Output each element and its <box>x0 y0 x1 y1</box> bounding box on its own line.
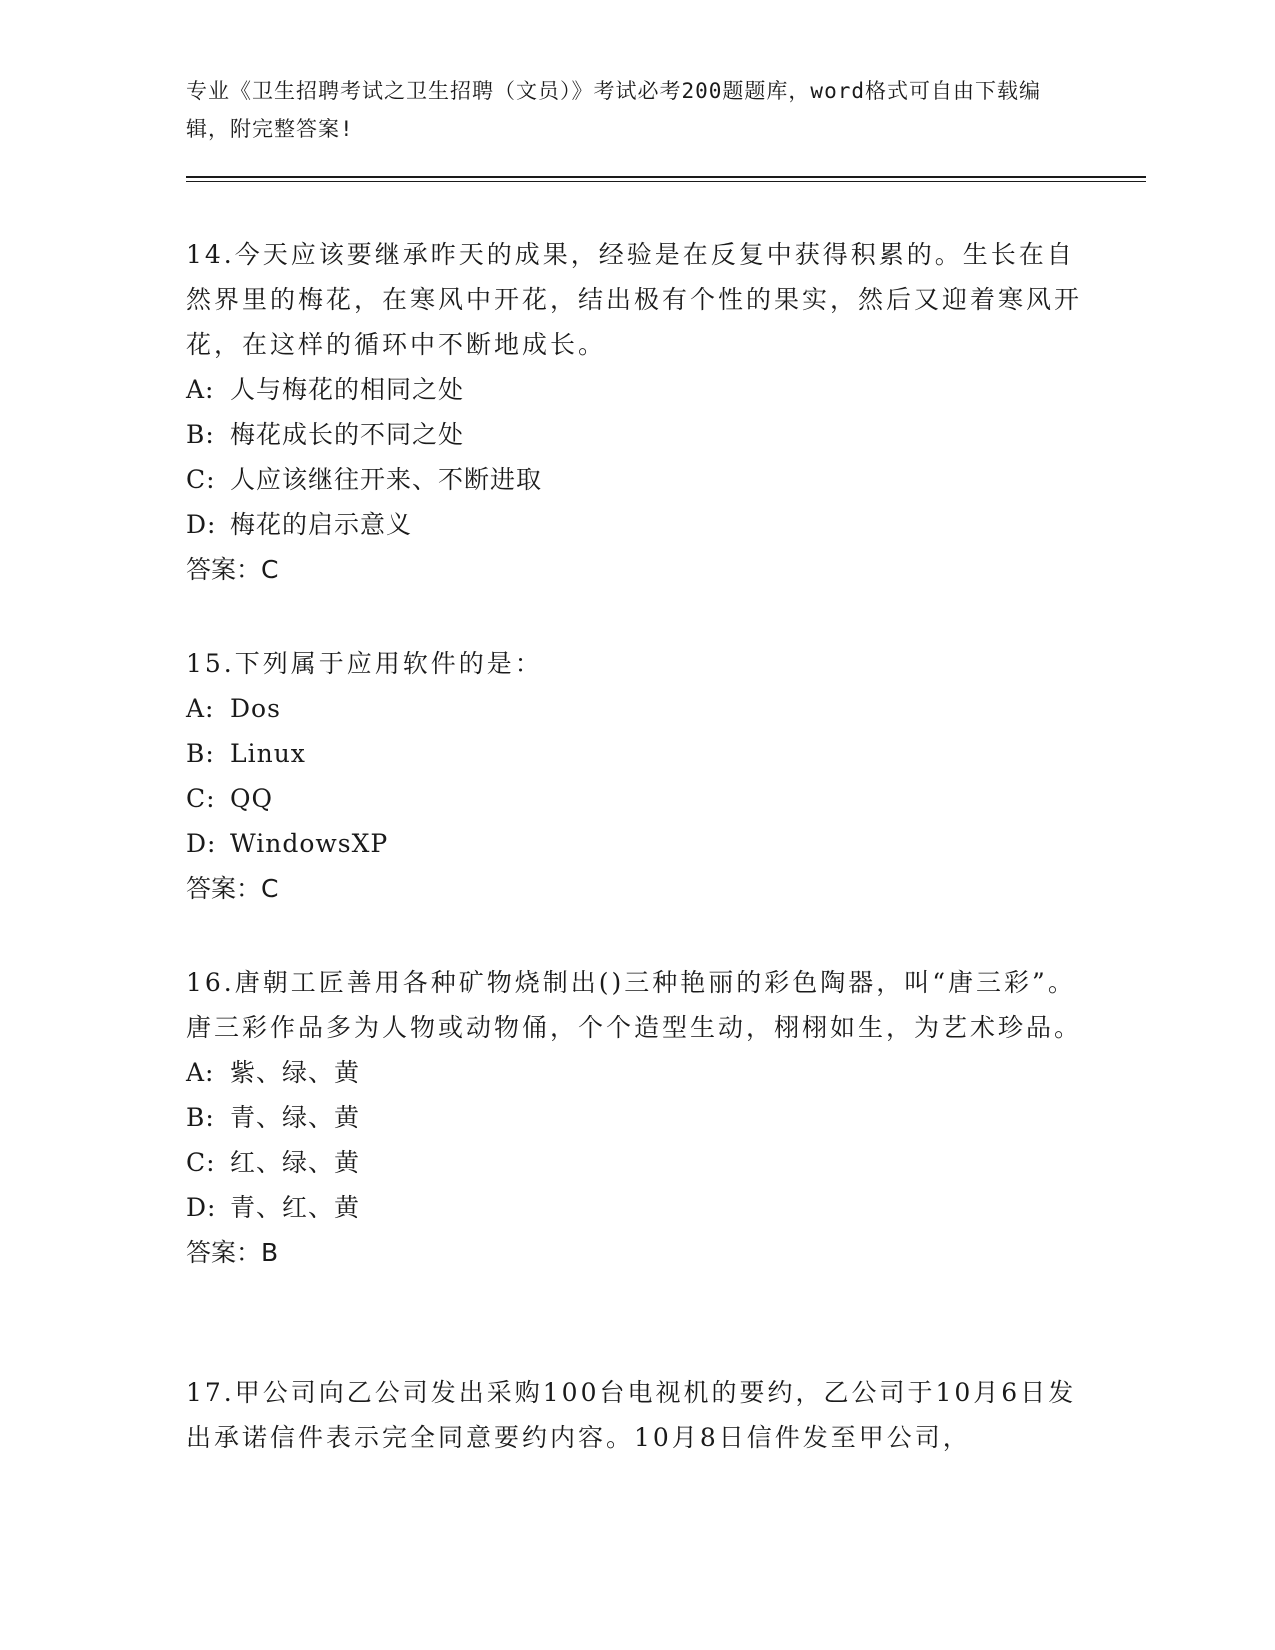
option-c <box>186 457 1086 502</box>
option-b <box>186 731 1086 776</box>
answer-line: 答案：C <box>186 874 279 903</box>
question-stem: 15.下列属于应用软件的是： <box>186 649 543 678</box>
option-d <box>186 821 1086 866</box>
option-letter: B: <box>186 420 215 449</box>
option-a <box>186 367 1086 412</box>
question-stem: 14.今天应该要继承昨天的成果，经验是在反复中获得积累的。生长在自然界里的梅花，在寒风中开花，结出极有个性的果实，然后又迎着寒风开花，在这样的循环中不断地成长。 <box>186 240 1083 359</box>
option-text: 人应该继往开来、不断进取 <box>230 465 543 494</box>
question-stem: 17.甲公司向乙公司发出采购100台电视机的要约，乙公司于10月6日发出承诺信件表示完全同意要约内容。10月8日信件发至甲公司， <box>186 1378 1077 1452</box>
option-c <box>186 1140 1086 1185</box>
option-letter: A: <box>186 694 215 723</box>
option-b <box>186 412 1086 457</box>
option-letter: B: <box>186 1103 215 1132</box>
option-letter: C: <box>186 1148 216 1177</box>
document-header: 专业《卫生招聘考试之卫生招聘（文员）》考试必考200题题库，word格式可自由下载编辑，附完整答案! <box>186 79 1041 141</box>
option-c <box>186 776 1086 821</box>
option-text: WindowsXP <box>230 829 389 858</box>
option-letter: A: <box>186 1058 215 1087</box>
option-a <box>186 1050 1086 1095</box>
question-15 <box>186 641 1086 911</box>
header-divider-thick <box>186 176 1146 178</box>
option-letter: D: <box>186 510 217 539</box>
option-text: 人与梅花的相同之处 <box>230 375 465 404</box>
option-d <box>186 502 1086 547</box>
option-text: 青、红、黄 <box>230 1193 361 1222</box>
option-letter: B: <box>186 739 215 768</box>
question-stem: 16.唐朝工匠善用各种矿物烧制出()三种艳丽的彩色陶器，叫“唐三彩”。唐三彩作品多为人物或动物俑，个个造型生动，栩栩如生，为艺术珍品。 <box>186 968 1083 1042</box>
option-text: QQ <box>230 784 273 813</box>
option-letter: A: <box>186 375 215 404</box>
option-text: 梅花成长的不同之处 <box>230 420 465 449</box>
option-text: 紫、绿、黄 <box>230 1058 361 1087</box>
option-d <box>186 1185 1086 1230</box>
option-a <box>186 686 1086 731</box>
option-letter: C: <box>186 465 216 494</box>
option-letter: D: <box>186 829 217 858</box>
answer-line: 答案：B <box>186 1238 279 1267</box>
option-b <box>186 1095 1086 1140</box>
option-letter: D: <box>186 1193 217 1222</box>
option-text: 红、绿、黄 <box>230 1148 361 1177</box>
option-text: 青、绿、黄 <box>230 1103 361 1132</box>
answer-line: 答案：C <box>186 555 279 584</box>
option-letter: C: <box>186 784 216 813</box>
option-text: Dos <box>230 694 281 723</box>
question-16 <box>186 960 1086 1275</box>
header-divider-thin <box>186 181 1146 182</box>
question-17 <box>186 1370 1086 1460</box>
option-text: Linux <box>230 739 306 768</box>
question-14 <box>186 232 1086 592</box>
option-text: 梅花的启示意义 <box>230 510 413 539</box>
